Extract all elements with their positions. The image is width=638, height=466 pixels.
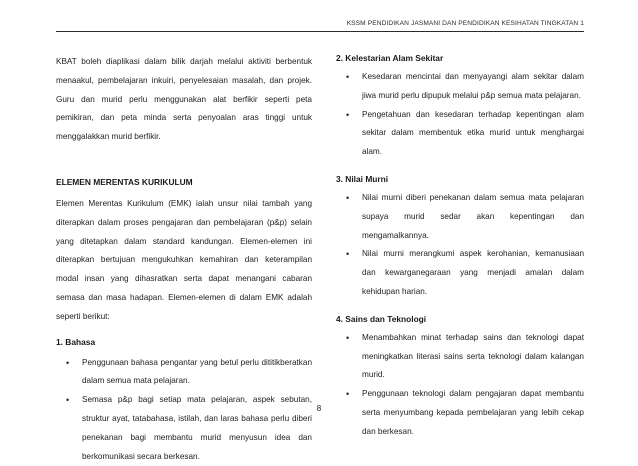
list-item — [56, 391, 312, 466]
bullet-icon: • — [66, 357, 70, 368]
page-header — [56, 20, 584, 32]
list-item-text: Kesedaran mencintai dan menyayangi alam sekitar dalam jiwa murid perlu dipupuk melalui p&p semua mata pelajaran. — [362, 72, 584, 100]
bullet-list — [336, 189, 584, 302]
section-nilai-murni — [336, 174, 584, 302]
list-item — [336, 68, 584, 106]
bullet-icon: • — [346, 332, 350, 343]
bullet-icon: • — [346, 109, 350, 120]
list-item-text: Semasa p&p bagi setiap mata pelajaran, aspek sebutan, struktur ayat, tatabahasa, istilah, dan laras bahasa perlu diberi penekanan bagi membantu murid menyusun idea dan berkomunikasi secara berkesan. — [82, 395, 312, 461]
bullet-list — [336, 329, 584, 442]
section-heading: 2. Kelestarian Alam Sekitar — [336, 53, 444, 63]
right-column — [336, 53, 584, 442]
list-item-text: Menambahkan minat terhadap sains dan teknologi dapat meningkatkan literasi sains serta teknologi dalam kalangan murid. — [362, 332, 584, 380]
bullet-icon: • — [346, 72, 350, 82]
section-sains-teknologi — [336, 314, 584, 442]
list-item-text: Penggunaan teknologi dalam pengajaran dapat membantu serta menyumbang kepada pembelajaran yang lebih cekap dan berkesan. — [362, 389, 584, 436]
section-kelestarian — [336, 53, 584, 162]
list-item-text: Penggunaan bahasa pengantar yang betul perlu dititikberatkan dalam semua mata pelajaran. — [82, 357, 312, 386]
list-item-text: Nilai murni merangkumi aspek kerohanian, kemanusiaan dan kewarganegaraan yang menjadi amalan dalam kehidupan harian. — [362, 249, 584, 296]
page-number: 8 — [316, 404, 322, 413]
list-item — [336, 245, 584, 301]
list-item-text: Pengetahuan dan kesedaran terhadap kepentingan alam sekitar dalam membentuk etika murid untuk menghargai alam. — [362, 109, 584, 157]
kbat-paragraph: KBAT boleh diaplikasi dalam bilik darjah melalui aktiviti berbentuk menaakul, pembelajaran inkuiri, penyelesaian masalah, dan projek. Guru dan murid perlu menggunakan alat berfikir seperti peta pemikiran, dan peta minda serta penyoalan aras tinggi untuk menggalakkan murid berfikir. — [56, 57, 312, 142]
list-item — [336, 329, 584, 385]
bullet-list — [336, 68, 584, 162]
header-title: KSSM PENDIDIKAN JASMANI DAN PENDIDIKAN KESIHATAN TINGKATAN 1 — [346, 20, 584, 27]
list-item-text: Nilai murni diberi penekanan dalam semua mata pelajaran supaya murid sedar akan kepentingan dan mengamalkannya. — [362, 192, 584, 240]
list-item — [336, 385, 584, 441]
list-item — [336, 189, 584, 245]
bullet-icon: • — [346, 389, 350, 400]
emk-paragraph: Elemen Merentas Kurikulum (EMK) ialah unsur nilai tambah yang diterapkan dalam proses pengajaran dan pembelajaran (p&p) selain yang ditetapkan dalam standard kandungan. Elemen-elemen ini diterapkan bertujuan mengukuhkan kemahiran dan keterampilan modal insan yang dihasratkan serta dapat menangani cabaran semasa dan masa hadapan. Elemen-elemen di dalam EMK adalah seperti berikut: — [56, 198, 312, 321]
list-item — [336, 106, 584, 162]
bullet-icon: • — [346, 249, 350, 260]
emk-heading: ELEMEN MERENTAS KURIKULUM — [56, 176, 193, 187]
section-heading: 3. Nilai Murni — [336, 173, 389, 184]
section-heading-bahasa: 1. Bahasa — [56, 336, 96, 347]
bullet-icon: • — [346, 192, 350, 203]
bullet-icon: • — [66, 395, 70, 406]
list-item — [56, 354, 312, 392]
section-heading: 4. Sains dan Teknologi — [336, 313, 427, 324]
